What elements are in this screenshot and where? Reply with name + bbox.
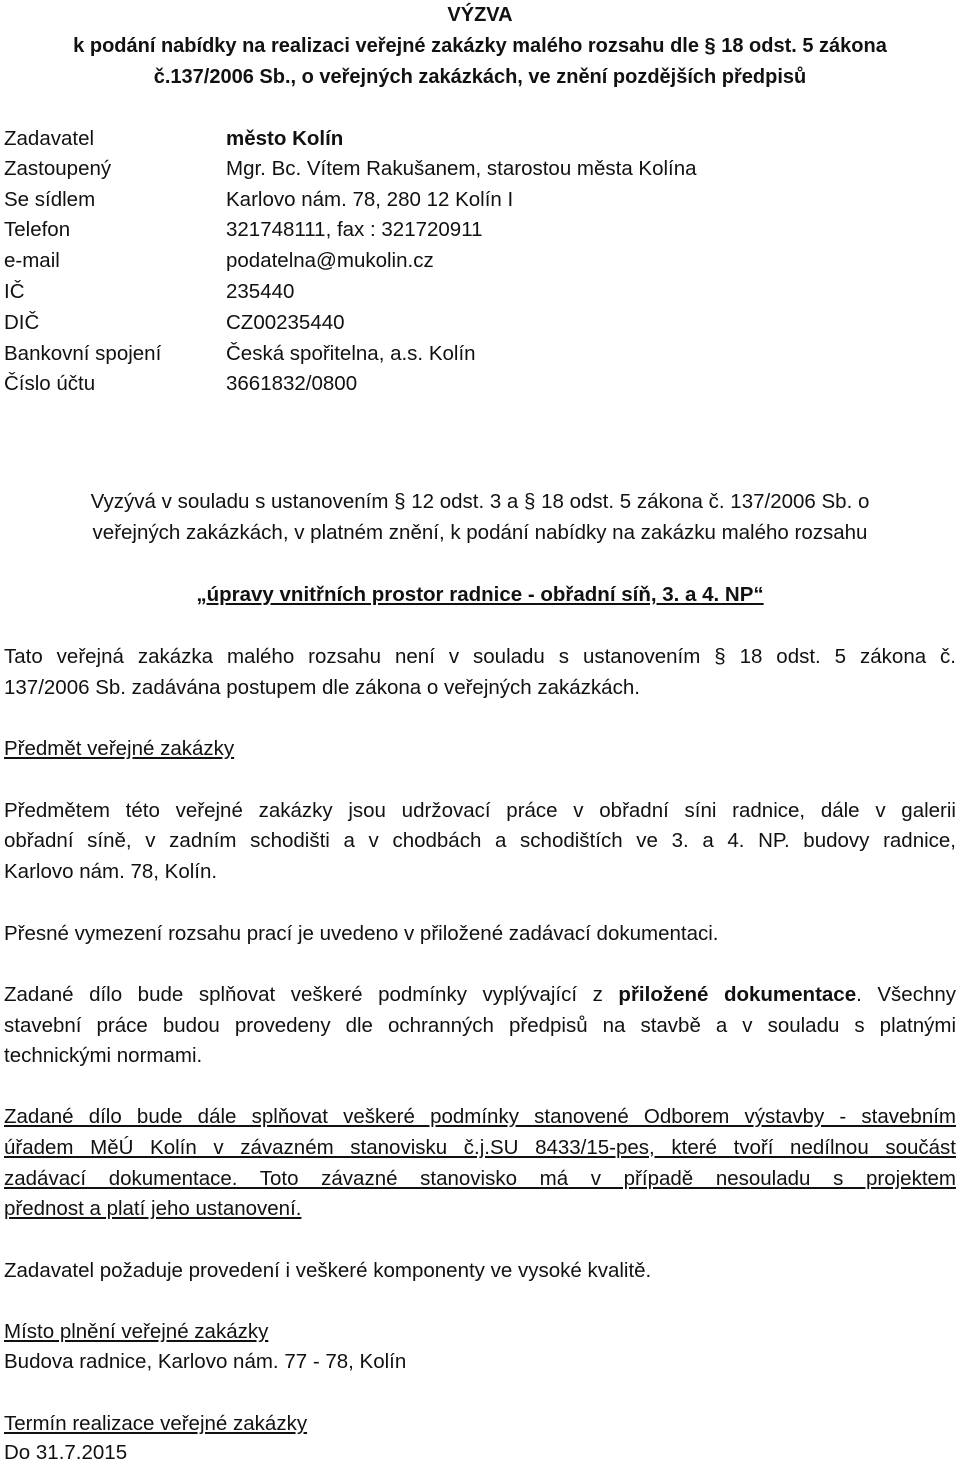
authority-conditions-line: zadávací dokumentace. Toto závazné stanovisko má v případě nesouladu s projektem <box>4 1167 956 1190</box>
row-label: IČ <box>4 280 25 303</box>
row-label: Se sídlem <box>4 188 96 211</box>
document-subtitle-line-1: k podání nabídky na realizaci veřejné zakázky malého rozsahu dle § 18 odst. 5 zákona <box>73 35 887 57</box>
conditions-text: Zadané dílo bude splňovat veškeré podmínky vyplývající z <box>4 983 619 1006</box>
notice-line-1: Tato veřejná zakázka malého rozsahu není v souladu s ustanovením § 18 odst. 5 zákona č. <box>4 645 956 668</box>
conditions-line: technickými normami. <box>4 1044 203 1067</box>
invitation-line-2: veřejných zakázkách, v platném znění, k podání nabídky na zakázku malého rozsahu <box>92 521 868 544</box>
conditions-line: stavební práce budou provedeny dle ochranných předpisů na stavbě a v souladu s platnými <box>4 1014 956 1037</box>
place-value: Budova radnice, Karlovo nám. 77 - 78, Kolín <box>4 1350 407 1373</box>
quality-requirement: Zadavatel požaduje provedení i veškeré komponenty ve vysoké kvalitě. <box>4 1259 652 1282</box>
invitation-line-1: Vyzývá v souladu s ustanovením § 12 odst. 3 a § 18 odst. 5 zákona č. 137/2006 Sb. o <box>90 490 870 513</box>
authority-conditions-line: úřadem MěÚ Kolín v závazném stanovisku č.j.SU 8433/15-pes, které tvoří nedílnou součást <box>4 1136 956 1159</box>
row-value: Karlovo nám. 78, 280 12 Kolín I <box>226 188 514 211</box>
subject-paragraph-line: Předmětem této veřejné zakázky jsou udržovací práce v obřadní síni radnice, dále v galerii <box>4 799 956 822</box>
row-value: Mgr. Bc. Vítem Rakušanem, starostou města Kolína <box>226 157 697 180</box>
row-label: Zastoupený <box>4 157 112 180</box>
conditions-line <box>4 980 956 1010</box>
row-label: Zadavatel <box>4 127 95 150</box>
conditions-bold-text: přiložené dokumentace <box>618 983 857 1006</box>
subject-paragraph-line: obřadní síně, v zadním schodišti a v chodbách a schodištích ve 3. a 4. NP. budovy radnice, <box>4 829 956 852</box>
conditions-text: . Všechny <box>856 983 956 1006</box>
row-label: e-mail <box>4 249 60 272</box>
place-heading: Místo plnění veřejné zakázky <box>4 1320 269 1343</box>
row-label: Číslo účtu <box>4 372 96 395</box>
document-subtitle-line-2: č.137/2006 Sb., o veřejných zakázkách, ve znění pozdějších předpisů <box>153 66 807 88</box>
contract-subject-title: „úpravy vnitřních prostor radnice - obřadní síň, 3. a 4. NP“ <box>196 583 764 606</box>
row-value: město Kolín <box>226 127 344 150</box>
subject-heading: Předmět veřejné zakázky <box>4 737 235 760</box>
row-value: 235440 <box>226 280 295 303</box>
row-value: CZ00235440 <box>226 311 345 334</box>
row-value: 3661832/0800 <box>226 372 358 395</box>
term-value: Do 31.7.2015 <box>4 1441 128 1464</box>
authority-conditions-line: přednost a platí jeho ustanovení. <box>4 1197 302 1220</box>
row-label: Telefon <box>4 218 71 241</box>
row-value: podatelna@mukolin.cz <box>226 249 434 272</box>
row-value: Česká spořitelna, a.s. Kolín <box>226 342 476 365</box>
row-value: 321748111, fax : 321720911 <box>226 218 483 241</box>
subject-paragraph-line: Karlovo nám. 78, Kolín. <box>4 860 218 883</box>
row-label: Bankovní spojení <box>4 342 162 365</box>
scope-note: Přesné vymezení rozsahu prací je uvedeno v přiložené zadávací dokumentaci. <box>4 922 719 945</box>
row-label: DIČ <box>4 311 40 334</box>
document-title: VÝZVA <box>447 4 513 26</box>
term-heading: Termín realizace veřejné zakázky <box>4 1412 308 1435</box>
authority-conditions-line: Zadané dílo bude dále splňovat veškeré podmínky stanovené Odborem výstavby - stavebním <box>4 1105 956 1128</box>
notice-line-2: 137/2006 Sb. zadávána postupem dle zákona o veřejných zakázkách. <box>4 676 640 699</box>
